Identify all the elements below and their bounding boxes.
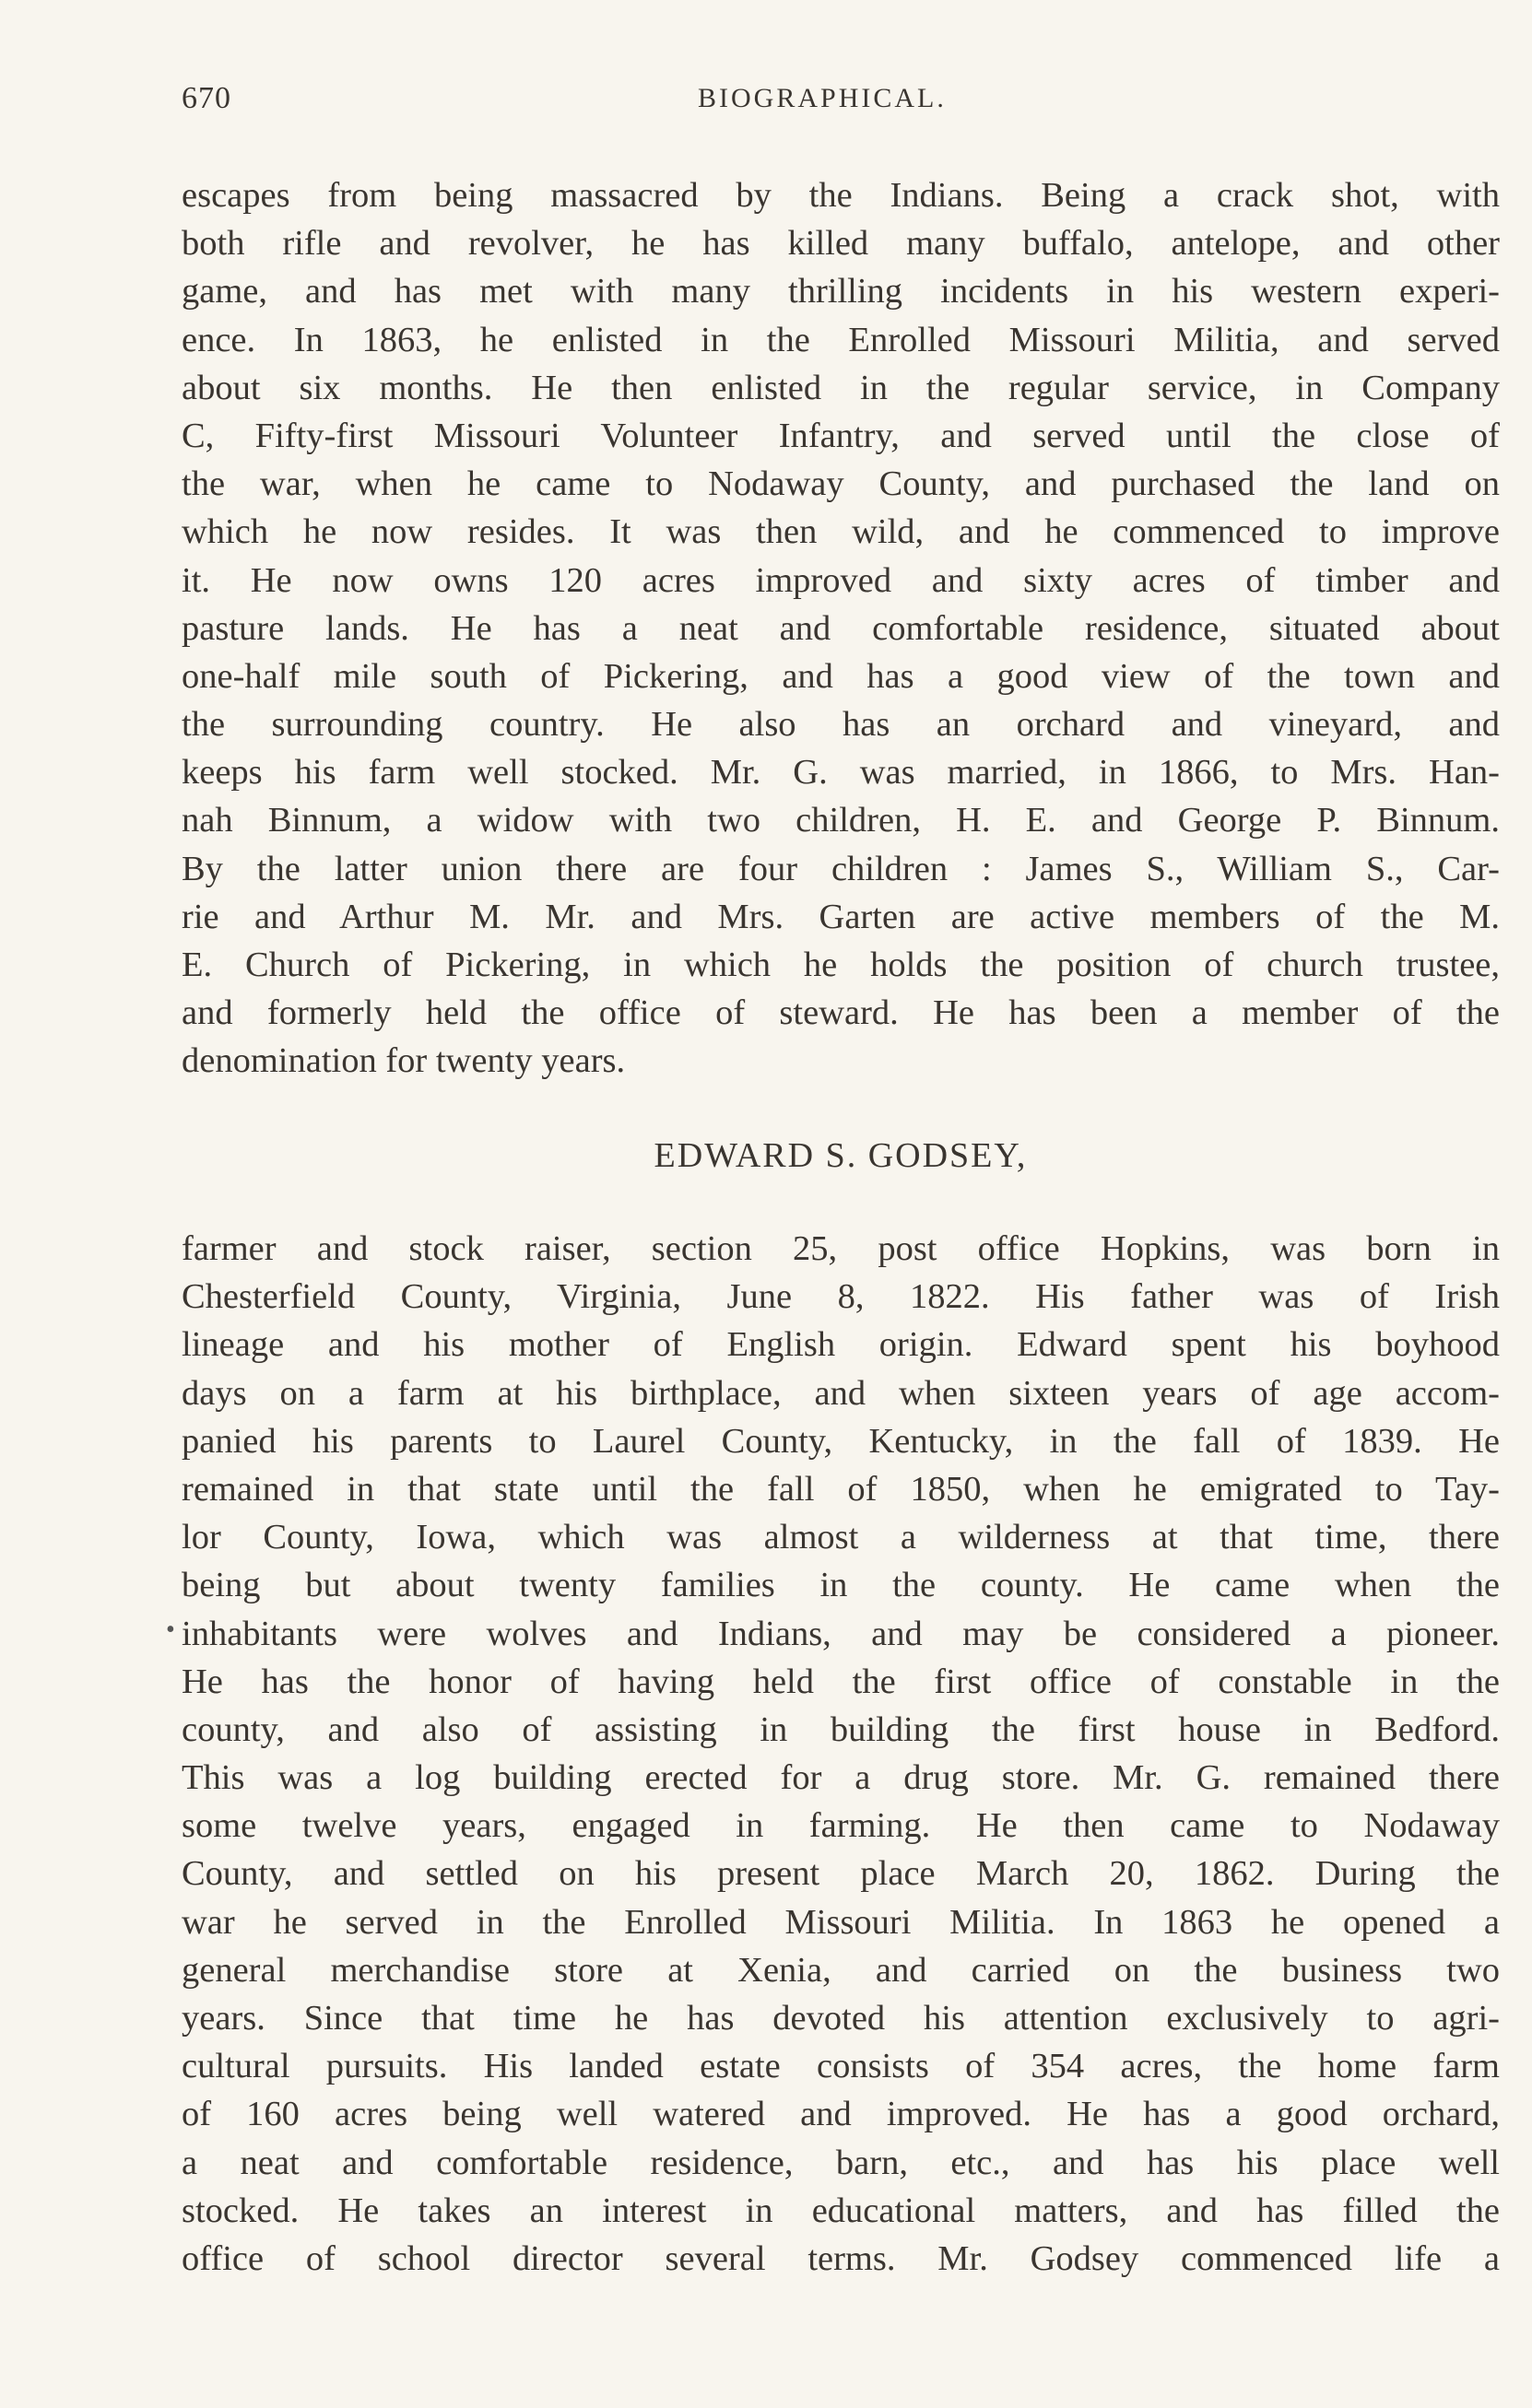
text-line: one-half mile south of Pickering, and has a good view of the town and bbox=[182, 656, 1500, 696]
text-line: By the latter union there are four children : James S., William S., Car- bbox=[182, 849, 1500, 888]
text-line: panied his parents to Laurel County, Kentucky, in the fall of 1839. He bbox=[182, 1421, 1500, 1461]
text-line: keeps his farm well stocked. Mr. G. was married, in 1866, to Mrs. Han- bbox=[182, 753, 1500, 793]
text-line: general merchandise store at Xenia, and carried on the business two bbox=[182, 1950, 1500, 1990]
text-line: remained in that state until the fall of 1850, when he emigrated to Tay- bbox=[182, 1469, 1500, 1509]
text-line: farmer and stock raiser, section 25, post office Hopkins, was born in bbox=[182, 1229, 1500, 1268]
text-line: the surrounding country. He also has an orchard and vineyard, and bbox=[182, 705, 1500, 745]
text-line: office of school director several terms. Mr. Godsey commenced life a bbox=[182, 2238, 1500, 2278]
text-line: game, and has met with many thrilling incidents in his western experi- bbox=[182, 272, 1500, 311]
text-line: war he served in the Enrolled Missouri Militia. In 1863 he opened a bbox=[182, 1902, 1500, 1942]
text-line: pasture lands. He has a neat and comfortable residence, situated about bbox=[182, 608, 1500, 648]
text-line: escapes from being massacred by the Indians. Being a crack shot, with bbox=[182, 176, 1500, 215]
text-line: lineage and his mother of English origin. Edward spent his boyhood bbox=[182, 1325, 1500, 1365]
text-line: lor County, Iowa, which was almost a wilderness at that time, there bbox=[182, 1518, 1500, 1557]
text-line: E. Church of Pickering, in which he holds the position of church trustee, bbox=[182, 946, 1500, 984]
text-line: rie and Arthur M. Mr. and Mrs. Garten are active members of the M. bbox=[182, 897, 1500, 936]
text-line: which he now resides. It was then wild, and he commenced to improve bbox=[182, 512, 1500, 552]
text-line: ence. In 1863, he enlisted in the Enrolled Missouri Militia, and served bbox=[182, 320, 1500, 359]
text-line: Chesterfield County, Virginia, June 8, 1822. His father was of Irish bbox=[182, 1277, 1500, 1317]
text-line: both rifle and revolver, he has killed many buffalo, antelope, and other bbox=[182, 224, 1500, 264]
text-line: and formerly held the office of steward. He has been a member of the bbox=[182, 993, 1500, 1033]
paragraph-godsey-biography bbox=[182, 1225, 1500, 2283]
paragraph-garten-biography bbox=[182, 171, 1500, 1086]
text-line: years. Since that time he has devoted his attention exclusively to agri- bbox=[182, 1999, 1500, 2038]
text-line: This was a log building erected for a drug store. Mr. G. remained there bbox=[182, 1758, 1500, 1798]
text-line: denomination for twenty years. bbox=[182, 1041, 626, 1081]
section-heading: EDWARD S. GODSEY, bbox=[654, 1136, 1028, 1175]
text-line: cultural pursuits. His landed estate consists of 354 acres, the home farm bbox=[182, 2047, 1500, 2086]
text-line: about six months. He then enlisted in the regular service, in Company bbox=[182, 368, 1500, 407]
text-line: a neat and comfortable residence, barn, etc., and has his place well bbox=[182, 2143, 1500, 2182]
text-line: He has the honor of having held the first office of constable in the bbox=[182, 1662, 1500, 1701]
text-line: county, and also of assisting in building the first house in Bedford. bbox=[182, 1709, 1500, 1749]
text-line: the war, when he came to Nodaway County, and purchased the land on bbox=[182, 464, 1500, 504]
text-line: County, and settled on his present place March 20, 1862. During the bbox=[182, 1854, 1500, 1894]
page-number: 670 bbox=[182, 81, 231, 115]
text-line: it. He now owns 120 acres improved and sixty acres of timber and bbox=[182, 560, 1500, 600]
text-line: inhabitants were wolves and Indians, and may be considered a pioneer. bbox=[182, 1614, 1500, 1653]
text-line: some twelve years, engaged in farming. He then came to Nodaway bbox=[182, 1806, 1500, 1846]
running-head bbox=[182, 81, 1500, 127]
text-line: stocked. He takes an interest in educational matters, and has filled the bbox=[182, 2191, 1500, 2230]
text-line: nah Binnum, a widow with two children, H. E. and George P. Binnum. bbox=[182, 801, 1500, 840]
running-title: BIOGRAPHICAL. bbox=[698, 83, 947, 113]
text-line: of 160 acres being well watered and improved. He has a good orchard, bbox=[182, 2095, 1500, 2134]
text-line: C, Fifty-first Missouri Volunteer Infantry, and served until the close of bbox=[182, 416, 1500, 455]
margin-mark: • bbox=[166, 1615, 175, 1644]
text-line: days on a farm at his birthplace, and when sixteen years of age accom- bbox=[182, 1373, 1500, 1413]
text-line: being but about twenty families in the county. He came when the bbox=[182, 1566, 1500, 1605]
